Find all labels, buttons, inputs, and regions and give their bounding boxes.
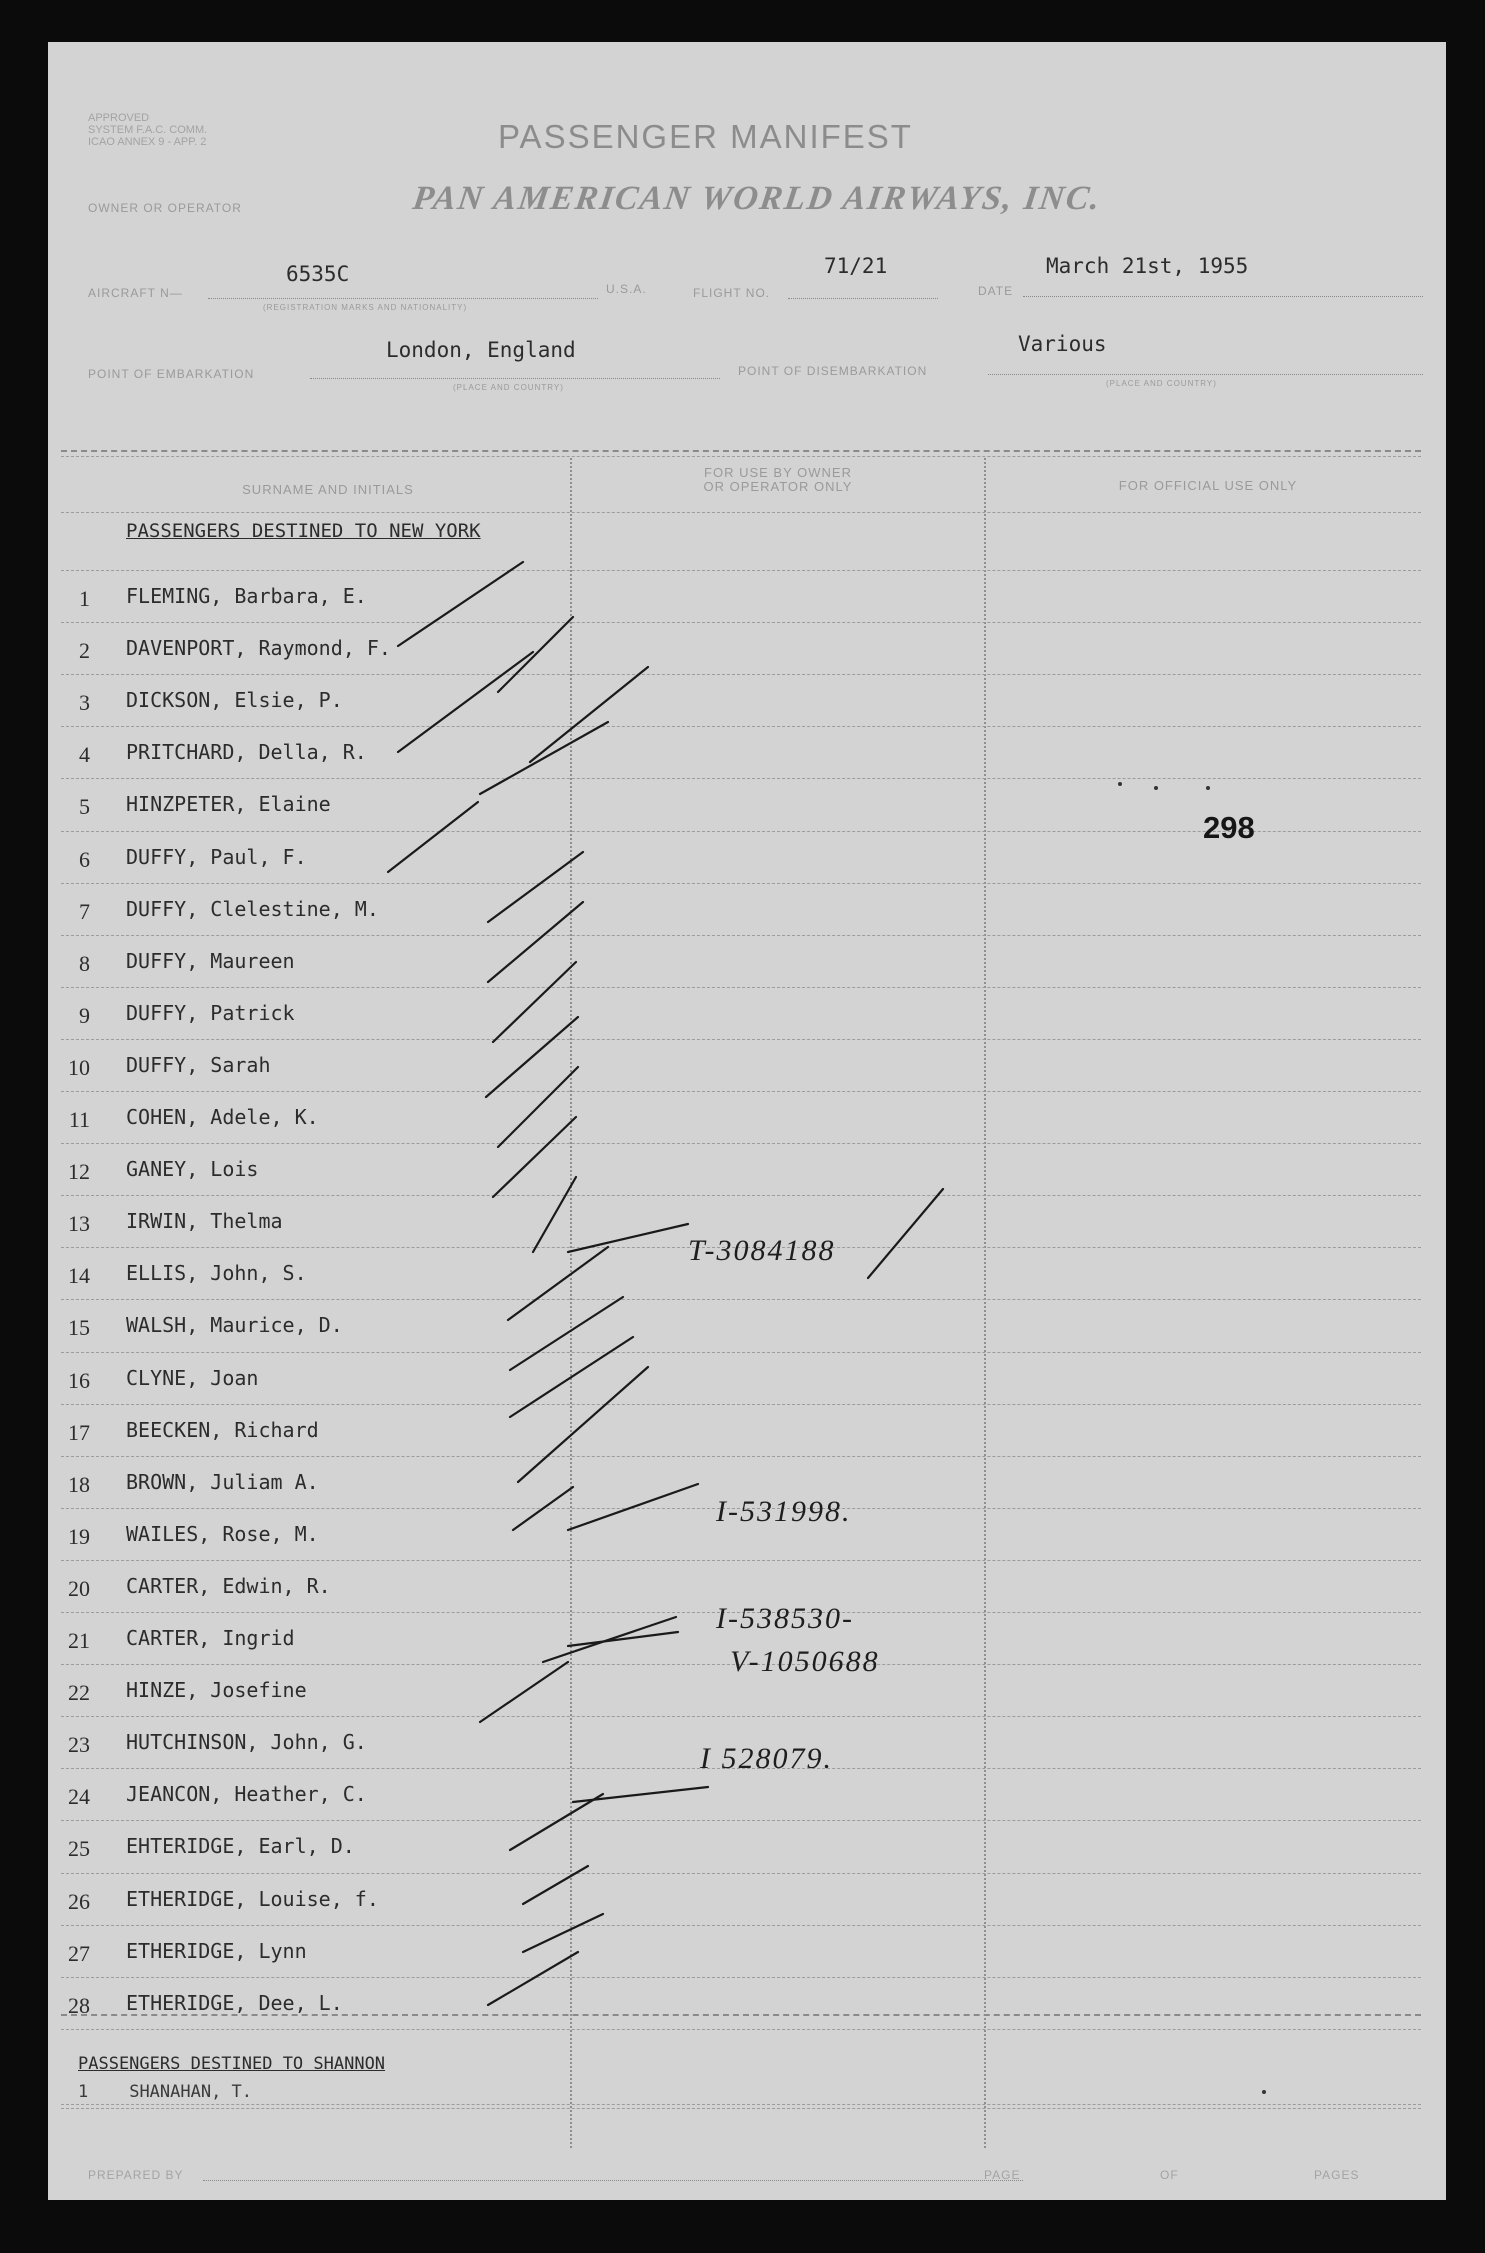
column-header-official: FOR OFFICIAL USE ONLY (1118, 478, 1298, 493)
shannon-passenger-name: SHANAHAN, T. (129, 2082, 253, 2102)
passenger-number: 2 (79, 638, 90, 664)
check-stroke (513, 1487, 573, 1530)
check-stroke (868, 1189, 943, 1278)
embark-label: POINT OF EMBARKATION (88, 367, 255, 381)
passenger-number: 7 (79, 898, 90, 924)
usa-label: U.S.A. (606, 282, 647, 296)
passenger-number: 10 (68, 1054, 90, 1080)
check-stroke (530, 667, 648, 762)
passenger-number: 8 (79, 950, 90, 976)
passenger-name: ETHERIDGE, Lynn (126, 1938, 307, 1963)
check-stroke (398, 652, 533, 752)
passenger-number: 26 (68, 1888, 90, 1914)
check-stroke (498, 617, 573, 692)
passenger-number: 21 (68, 1628, 90, 1653)
passenger-number: 11 (68, 1107, 90, 1132)
passenger-name: CARTER, Edwin, R. (126, 1573, 331, 1598)
passenger-number: 4 (79, 742, 90, 768)
check-stroke (480, 1662, 568, 1722)
passenger-number: 5 (79, 794, 90, 820)
passenger-name: FLEMING, Barbara, E. (126, 584, 367, 608)
passenger-name: DUFFY, Maureen (126, 948, 295, 973)
check-stroke (543, 1617, 676, 1662)
passenger-number: 1 (79, 586, 90, 611)
passenger-name: DUFFY, Patrick (126, 1000, 295, 1025)
pencil-dot (1262, 2090, 1266, 2094)
check-stroke (488, 852, 583, 922)
passenger-number: 16 (68, 1367, 90, 1393)
footer-page: PAGE (984, 2168, 1021, 2182)
passenger-name: COHEN, Adele, K. (126, 1105, 319, 1129)
passenger-name: HINZPETER, Elaine (126, 792, 331, 817)
disembark-value: Various (1018, 332, 1107, 356)
passenger-name: BEECKEN, Richard (126, 1417, 319, 1442)
column-header-surname: SURNAME AND INITIALS (242, 482, 414, 497)
passenger-number: 19 (68, 1523, 90, 1549)
check-stroke (488, 1952, 578, 2005)
aircraft-value: 6535C (286, 262, 350, 286)
check-stroke (508, 1247, 608, 1320)
check-stroke (568, 1484, 698, 1530)
operator-name: PAN AMERICAN WORLD AIRWAYS, INC. (410, 180, 1104, 217)
passenger-name: HINZE, Josefine (126, 1678, 307, 1703)
check-stroke (568, 1224, 688, 1252)
check-stroke (523, 1866, 588, 1904)
passenger-number: 15 (68, 1315, 90, 1341)
passenger-number: 22 (68, 1680, 90, 1706)
disembark-sub: (PLACE AND COUNTRY) (1106, 379, 1217, 388)
footer-pages: PAGES (1314, 2168, 1360, 2182)
check-stroke (493, 1117, 576, 1197)
passenger-number: 20 (68, 1575, 90, 1601)
pencil-dot (1154, 786, 1158, 790)
flight-value: 71/21 (824, 254, 888, 278)
passenger-number: 25 (68, 1836, 90, 1862)
date-label: DATE (978, 284, 1014, 298)
passenger-number: 27 (68, 1940, 90, 1966)
check-stroke (518, 1367, 648, 1482)
passenger-name: DUFFY, Paul, F. (126, 844, 307, 869)
approval-line: SYSTEM F.A.C. COMM. (88, 124, 208, 136)
passenger-number: 23 (68, 1732, 90, 1758)
passenger-name: ELLIS, John, S. (126, 1261, 307, 1286)
passenger-number: 28 (68, 1992, 90, 2018)
passenger-name: PRITCHARD, Della, R. (126, 740, 367, 765)
section-shannon: PASSENGERS DESTINED TO SHANNON (78, 2054, 386, 2074)
passenger-name: DUFFY, Sarah (126, 1052, 271, 1077)
registration-label: (REGISTRATION MARKS AND NATIONALITY) (263, 303, 468, 312)
aircraft-label: AIRCRAFT N— (88, 286, 183, 300)
passenger-name: CARTER, Ingrid (126, 1626, 295, 1650)
passenger-name: ETHERIDGE, Louise, f. (126, 1886, 379, 1911)
passenger-number: 6 (79, 846, 90, 872)
official-stamp-number: 298 (1203, 810, 1255, 845)
handwritten-note-row24: I 528079. (700, 1742, 833, 1775)
passenger-name: ETHERIDGE, Dee, L. (126, 1990, 343, 2015)
pencil-dot (1206, 786, 1210, 790)
check-stroke (523, 1914, 603, 1952)
embark-value: London, England (386, 338, 576, 362)
check-stroke (510, 1337, 633, 1417)
passenger-number: 13 (68, 1211, 90, 1237)
passenger-name: CLYNE, Joan (126, 1365, 259, 1390)
passenger-name: IRWIN, Thelma (126, 1209, 283, 1234)
shannon-passenger-number: 1 (78, 2082, 89, 2102)
passenger-name: BROWN, Juliam A. (126, 1469, 319, 1494)
handwritten-note-row22: V-1050688 (730, 1645, 880, 1678)
check-stroke (398, 562, 523, 646)
passenger-name: DUFFY, Clelestine, M. (126, 896, 379, 921)
owner-label: OWNER OR OPERATOR (88, 201, 242, 215)
passenger-name: EHTERIDGE, Earl, D. (126, 1834, 355, 1859)
handwritten-note-row19: I-531998. (716, 1495, 852, 1528)
passenger-name: GANEY, Lois (126, 1157, 259, 1182)
check-stroke (480, 722, 608, 794)
passenger-name: JEANCON, Heather, C. (126, 1782, 367, 1807)
embark-sub: (PLACE AND COUNTRY) (453, 383, 564, 392)
passenger-name: WALSH, Maurice, D. (126, 1313, 343, 1338)
check-stroke (486, 1017, 578, 1097)
manifest-sheet (48, 42, 1446, 2200)
passenger-name: WAILES, Rose, M. (126, 1521, 319, 1546)
check-stroke (498, 1067, 578, 1147)
passenger-number: 12 (68, 1159, 90, 1185)
footer-of: OF (1160, 2168, 1179, 2182)
flight-label: FLIGHT NO. (693, 286, 771, 300)
passenger-number: 17 (68, 1419, 90, 1445)
check-stroke (533, 1177, 576, 1252)
date-value: March 21st, 1955 (1046, 254, 1249, 278)
column-header-owner: FOR USE BY OWNER OR OPERATOR ONLY (703, 465, 853, 494)
passenger-name: DAVENPORT, Raymond, F. (126, 636, 391, 661)
handwritten-note-row21: I-538530- (716, 1602, 854, 1635)
pencil-dot (1118, 782, 1122, 786)
form-title: PASSENGER MANIFEST (498, 118, 913, 155)
passenger-number: 3 (79, 690, 90, 716)
check-stroke (510, 1794, 603, 1850)
passenger-number: 24 (68, 1784, 90, 1810)
passenger-name: HUTCHINSON, John, G. (126, 1730, 367, 1755)
footer-prepared-by: PREPARED BY (88, 2168, 184, 2182)
check-strokes (48, 42, 1446, 2200)
section-new-york: PASSENGERS DESTINED TO NEW YORK (126, 520, 481, 542)
check-stroke (573, 1787, 708, 1802)
handwritten-note-row14: T-3084188 (688, 1234, 836, 1267)
disembark-label: POINT OF DISEMBARKATION (738, 364, 928, 378)
passenger-number: 9 (79, 1002, 90, 1028)
check-stroke (510, 1297, 623, 1370)
approval-line: APPROVED (88, 112, 150, 124)
passenger-name: DICKSON, Elsie, P. (126, 688, 343, 713)
approval-line: ICAO ANNEX 9 - APP. 2 (88, 136, 207, 148)
passenger-number: 18 (68, 1471, 90, 1497)
check-stroke (388, 802, 478, 872)
passenger-number: 14 (68, 1263, 90, 1289)
